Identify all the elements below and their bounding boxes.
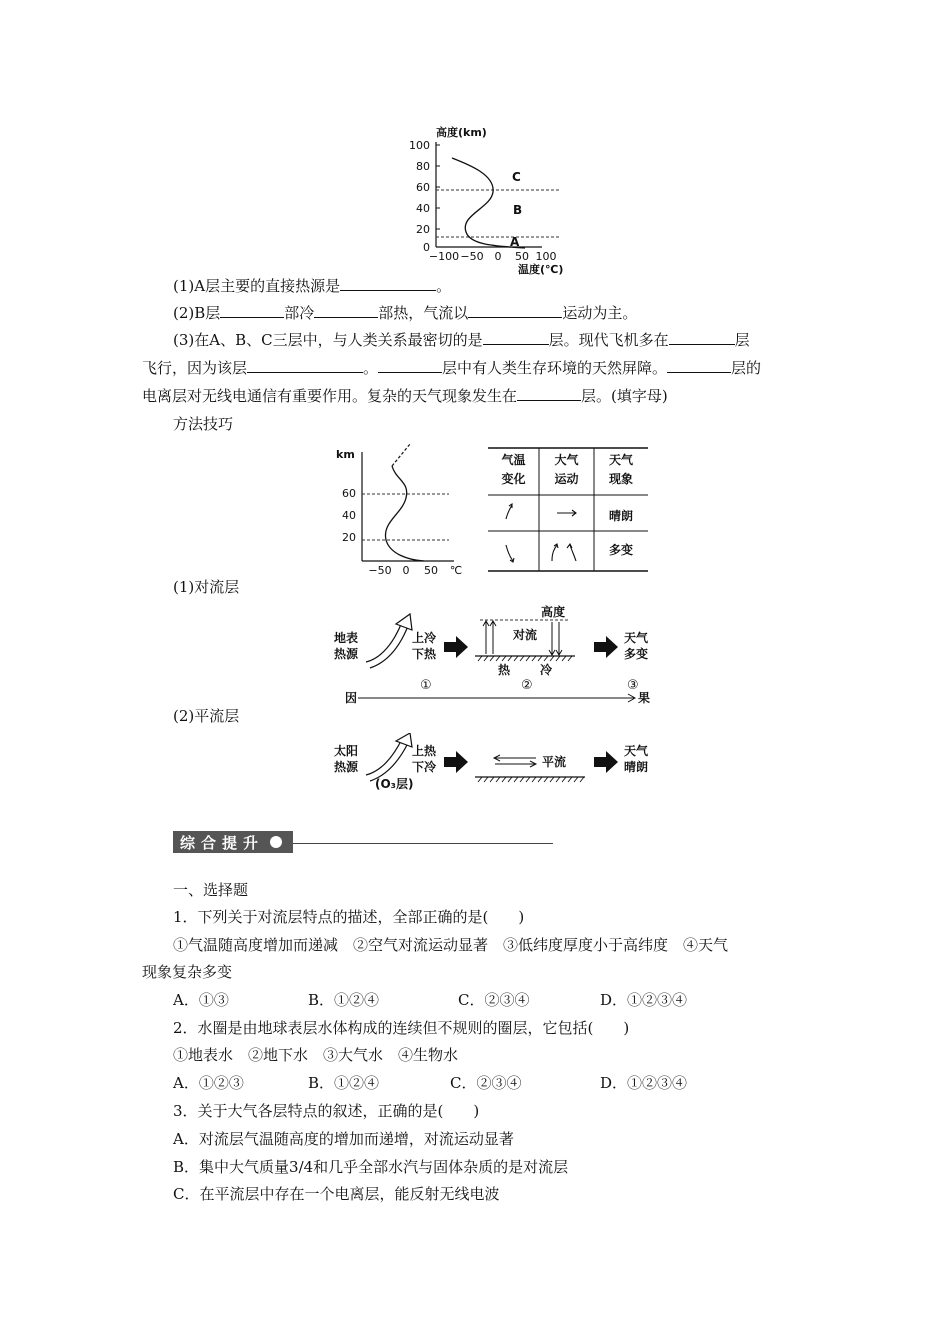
q2-option-a[interactable]: A．①②③ <box>173 1074 244 1092</box>
answer-blank[interactable] <box>340 276 436 291</box>
q3-text-i: 层。(填字母) <box>581 387 668 405</box>
table-header-temperature-line1: 气温 <box>501 453 526 467</box>
section-title: 一、选择题 <box>173 881 249 899</box>
fig3-height: 高度 <box>541 605 566 619</box>
subtitle-stratosphere: (2)平流层 <box>173 707 240 725</box>
section-banner-label: 综合提升 <box>180 834 265 852</box>
table-header-motion-line1: 大气 <box>554 453 579 467</box>
fig3-num1: ① <box>420 678 432 693</box>
chart2-xtick-0: 0 <box>402 564 410 577</box>
fig3-hot: 热 <box>498 663 511 677</box>
q3-option-a[interactable]: A．对流层气温随高度的增加而递增，对流运动显著 <box>173 1130 514 1148</box>
chart2-xtick-unit: ℃ <box>449 564 463 577</box>
q3-text-e: 。 <box>363 359 379 377</box>
answer-blank[interactable] <box>378 358 442 373</box>
q3-option-b[interactable]: B．集中大气质量3/4和几乎全部水汽与固体杂质的是对流层 <box>173 1158 569 1176</box>
table-cell-variable: 多变 <box>608 543 633 557</box>
q2-option-c[interactable]: C．②③④ <box>450 1074 522 1092</box>
ytick-80: 80 <box>416 160 430 173</box>
fig4-result1: 天气 <box>624 744 649 758</box>
fig4-step1a: 上热 <box>412 744 437 758</box>
question-1-line <box>173 276 451 296</box>
layer-c-label: C <box>512 170 521 184</box>
fig3-num2: ② <box>521 678 533 693</box>
question-2-line <box>173 303 637 323</box>
ytick-100: 100 <box>409 139 430 152</box>
answer-blank[interactable] <box>669 330 735 345</box>
fig3-source2: 热源 <box>334 647 359 661</box>
answer-blank[interactable] <box>468 303 562 318</box>
banner-rule <box>293 843 553 844</box>
chart2-ytick-60: 60 <box>342 487 356 500</box>
question-3-line-2 <box>142 358 761 378</box>
xtick-minus100: −100 <box>428 250 460 263</box>
subtitle-troposphere: (1)对流层 <box>173 578 240 596</box>
answer-blank[interactable] <box>667 358 731 373</box>
fig4-flow: 平流 <box>542 755 567 769</box>
fig4-source1: 太阳 <box>334 744 359 758</box>
q3-text-h: 电离层对无线电通信有重要作用。复杂的天气现象发生在 <box>142 387 518 405</box>
q2-text-b: 部冷 <box>284 304 315 322</box>
q2-option-b[interactable]: B．①②④ <box>308 1074 380 1092</box>
table-header-temperature <box>488 451 539 489</box>
fig4-step1b: 下冷 <box>412 760 437 774</box>
fig3-convection: 对流 <box>513 628 538 642</box>
fig4-source2: 热源 <box>334 760 359 774</box>
q3-text-g: 层的 <box>731 359 762 377</box>
fig3-result2: 多变 <box>624 647 649 661</box>
fig3-step1a: 上冷 <box>412 631 437 645</box>
q2-items: ①地表水 ②地下水 ③大气水 ④生物水 <box>173 1046 459 1064</box>
q2-stem: 2．水圈是由地球表层水体构成的连续但不规则的圈层，它包括( ) <box>173 1019 630 1037</box>
fig4-o3: (O₃层) <box>375 777 414 791</box>
stratosphere-flow-diagram <box>330 733 660 797</box>
fig4-result2: 晴朗 <box>624 760 649 774</box>
layer-b-label: B <box>513 203 523 217</box>
answer-blank[interactable] <box>247 358 363 373</box>
q1-items: ①气温随高度增加而递减 ②空气对流运动显著 ③低纬度厚度小于高纬度 ④天气 <box>173 936 729 954</box>
answer-blank[interactable] <box>314 303 378 318</box>
q2-text: (2)B层 <box>173 304 221 322</box>
q3-option-c[interactable]: C．在平流层中存在一个电离层，能反射无线电波 <box>173 1185 500 1203</box>
q1-option-b[interactable]: B．①②④ <box>308 991 380 1009</box>
q3-text-d: 飞行，因为该层 <box>142 359 248 377</box>
fig3-step1b: 下热 <box>412 647 437 661</box>
q1-stem: 1．下列关于对流层特点的描述，全部正确的是( ) <box>173 908 525 926</box>
table-header-motion-line2: 运动 <box>554 472 579 486</box>
q3-stem: 3．关于大气各层特点的叙述，正确的是( ) <box>173 1102 480 1120</box>
chart-ylabel: 高度(km) <box>436 126 487 139</box>
q1-end: 。 <box>436 277 452 295</box>
troposphere-flow-diagram <box>330 600 660 710</box>
chart2-xtick-50: 50 <box>424 564 438 577</box>
chart2-xtick-minus50: −50 <box>368 564 392 577</box>
q2-text-c: 部热，气流以 <box>378 304 469 322</box>
ytick-60: 60 <box>416 181 430 194</box>
fig3-effect: 果 <box>638 691 651 705</box>
chart2-ytick-40: 40 <box>342 509 356 522</box>
fig3-cold: 冷 <box>540 663 553 677</box>
q1-option-d[interactable]: D．①②③④ <box>600 991 688 1009</box>
xtick-100: 100 <box>535 250 557 263</box>
fig3-source1: 地表 <box>334 631 359 645</box>
xtick-minus50: −50 <box>460 250 484 263</box>
layer-a-label: A <box>510 235 520 249</box>
question-3-line-3 <box>142 386 668 406</box>
q3-text: (3)在A、B、C三层中，与人类关系最密切的是 <box>173 331 483 349</box>
fig3-cause: 因 <box>345 691 358 705</box>
chart2-ytick-20: 20 <box>342 531 356 544</box>
q1-option-c[interactable]: C．②③④ <box>458 991 530 1009</box>
ytick-40: 40 <box>416 202 430 215</box>
table-header-motion <box>539 451 594 489</box>
method-curve-chart <box>332 440 472 580</box>
table-header-weather-line1: 天气 <box>608 453 633 467</box>
xtick-0: 0 <box>494 250 502 263</box>
xtick-50: 50 <box>515 250 529 263</box>
question-3-line-1 <box>173 330 750 350</box>
ytick-20: 20 <box>416 223 430 236</box>
banner-dot-icon <box>270 836 282 848</box>
q2-text-d: 运动为主。 <box>562 304 638 322</box>
q3-text-b: 层。现代飞机多在 <box>548 331 669 349</box>
q1-items-cont: 现象复杂多变 <box>142 963 233 981</box>
chart2-ylabel: km <box>336 448 355 461</box>
q1-option-a[interactable]: A．①③ <box>173 991 229 1009</box>
answer-blank[interactable] <box>483 330 549 345</box>
table-cell-sunny: 晴朗 <box>608 509 633 523</box>
q2-option-d[interactable]: D．①②③④ <box>600 1074 688 1092</box>
answer-blank[interactable] <box>220 303 284 318</box>
table-header-weather-line2: 现象 <box>608 472 633 486</box>
fig3-result1: 天气 <box>624 631 649 645</box>
q1-text: (1)A层主要的直接热源是 <box>173 277 341 295</box>
table-header-temperature-line2: 变化 <box>501 472 526 486</box>
q3-text-c: 层 <box>734 331 750 349</box>
answer-blank[interactable] <box>517 386 581 401</box>
q3-text-f: 层中有人类生存环境的天然屏障。 <box>442 359 668 377</box>
atmosphere-temperature-chart <box>400 120 580 280</box>
method-summary-table <box>488 447 648 572</box>
chart-xlabel: 温度(℃) <box>518 263 564 276</box>
table-header-weather <box>594 451 648 489</box>
method-title: 方法技巧 <box>173 415 234 433</box>
ytick-0: 0 <box>423 241 430 254</box>
fig3-num3: ③ <box>627 678 639 693</box>
